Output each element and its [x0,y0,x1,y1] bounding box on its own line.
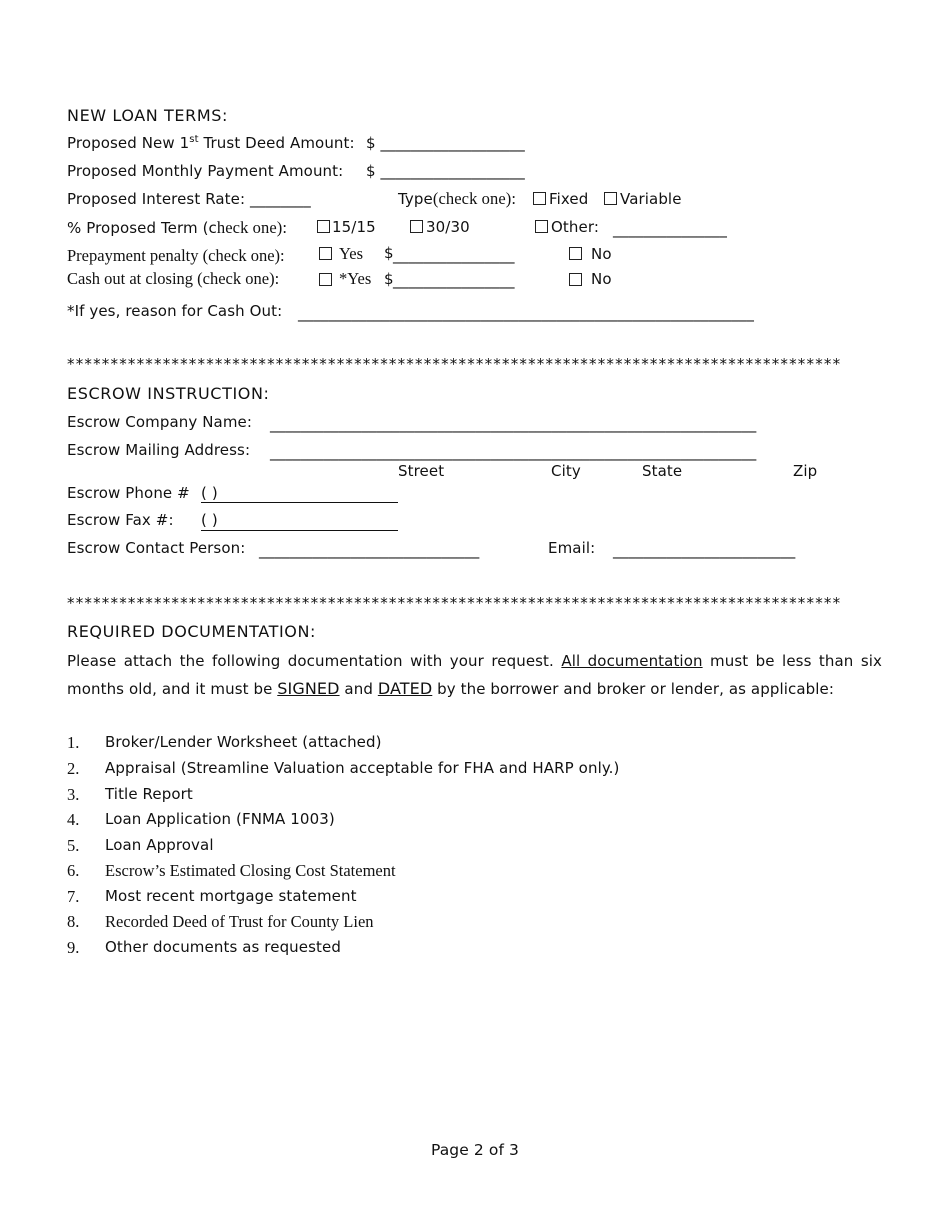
address-street-caption: Street [398,462,445,480]
escrow-phone-field[interactable] [201,502,398,503]
escrow-company-field[interactable]: ________________________________________________________________ [270,415,757,433]
cash-out-label: Cash out at closing (check one): [67,269,280,288]
trust-deed-amount-field[interactable]: $ ___________________ [366,134,525,152]
term-15-checkbox[interactable] [317,220,330,233]
variable-label: Variable [620,190,682,208]
trust-deed-amount-label: Proposed New 1st Trust Deed Amount: [67,134,355,152]
cash-out-yes-checkbox[interactable] [319,273,332,286]
section-heading-new-loan-terms: NEW LOAN TERMS: [67,106,228,125]
cash-out-yes-label: *Yes [339,269,372,288]
escrow-email-field[interactable]: ________________________ [613,541,796,559]
escrow-email-label: Email: [548,539,596,557]
address-zip-caption: Zip [793,462,818,480]
prepayment-penalty-label: Prepayment penalty (check one): [67,246,285,265]
term-other-checkbox[interactable] [535,220,548,233]
escrow-fax-field[interactable] [201,530,398,531]
prepayment-no-checkbox[interactable] [569,247,582,260]
monthly-payment-field[interactable]: $ ___________________ [366,162,525,180]
monthly-payment-label: Proposed Monthly Payment Amount: [67,162,344,180]
escrow-fax-label: Escrow Fax #: [67,511,174,529]
prepayment-dollar: $ [384,244,394,262]
escrow-phone-parens: ( ) [201,484,218,502]
escrow-phone-label: Escrow Phone # [67,484,190,502]
address-state-caption: State [642,462,683,480]
escrow-fax-parens: ( ) [201,511,218,529]
cash-out-reason-label: *If yes, reason for Cash Out: [67,302,283,320]
interest-rate-field[interactable]: ________ [250,190,311,208]
section-heading-escrow-instruction: ESCROW INSTRUCTION: [67,384,270,403]
prepayment-yes-label: Yes [339,244,364,263]
term-15-label: 15/15 [332,218,376,236]
term-30-checkbox[interactable] [410,220,423,233]
term-other-label: Other: [551,218,599,236]
escrow-address-field[interactable]: ________________________________________________________________ [270,443,757,461]
variable-checkbox[interactable] [604,192,617,205]
cash-out-dollar: $ [384,270,394,288]
prepayment-no-label: No [591,245,612,263]
fixed-checkbox[interactable] [533,192,546,205]
address-city-caption: City [551,462,581,480]
section-heading-required-documentation: REQUIRED DOCUMENTATION: [67,622,317,641]
section-separator: ***************************************************************************************** [67,594,842,612]
prepayment-yes-checkbox[interactable] [319,247,332,260]
prepayment-amount-field[interactable]: ________________ [393,246,515,264]
escrow-contact-field[interactable]: _____________________________ [259,541,480,559]
escrow-contact-label: Escrow Contact Person: [67,539,246,557]
term-30-label: 30/30 [426,218,470,236]
term-other-field[interactable]: _______________ [613,220,727,238]
escrow-company-label: Escrow Company Name: [67,413,253,431]
cash-out-no-label: No [591,270,612,288]
documentation-instructions: Please attach the following documentation with your request. All documentation must be less than six months old, and it must be SIGNED and DATED by the borrower and broker or lender, as applicable: [67,652,883,698]
interest-rate-label: Proposed Interest Rate: [67,190,246,208]
loan-type-label: Type(check one): [398,189,517,208]
proposed-term-label: % Proposed Term (check one): [67,218,288,237]
cash-out-no-checkbox[interactable] [569,273,582,286]
escrow-address-label: Escrow Mailing Address: [67,441,251,459]
section-separator: ***************************************************************************************** [67,355,842,373]
cash-out-amount-field[interactable]: ________________ [393,271,515,289]
page-number: Page 2 of 3 [430,1141,520,1159]
cash-out-reason-field[interactable]: ____________________________________________________________ [298,304,754,322]
fixed-label: Fixed [549,190,589,208]
